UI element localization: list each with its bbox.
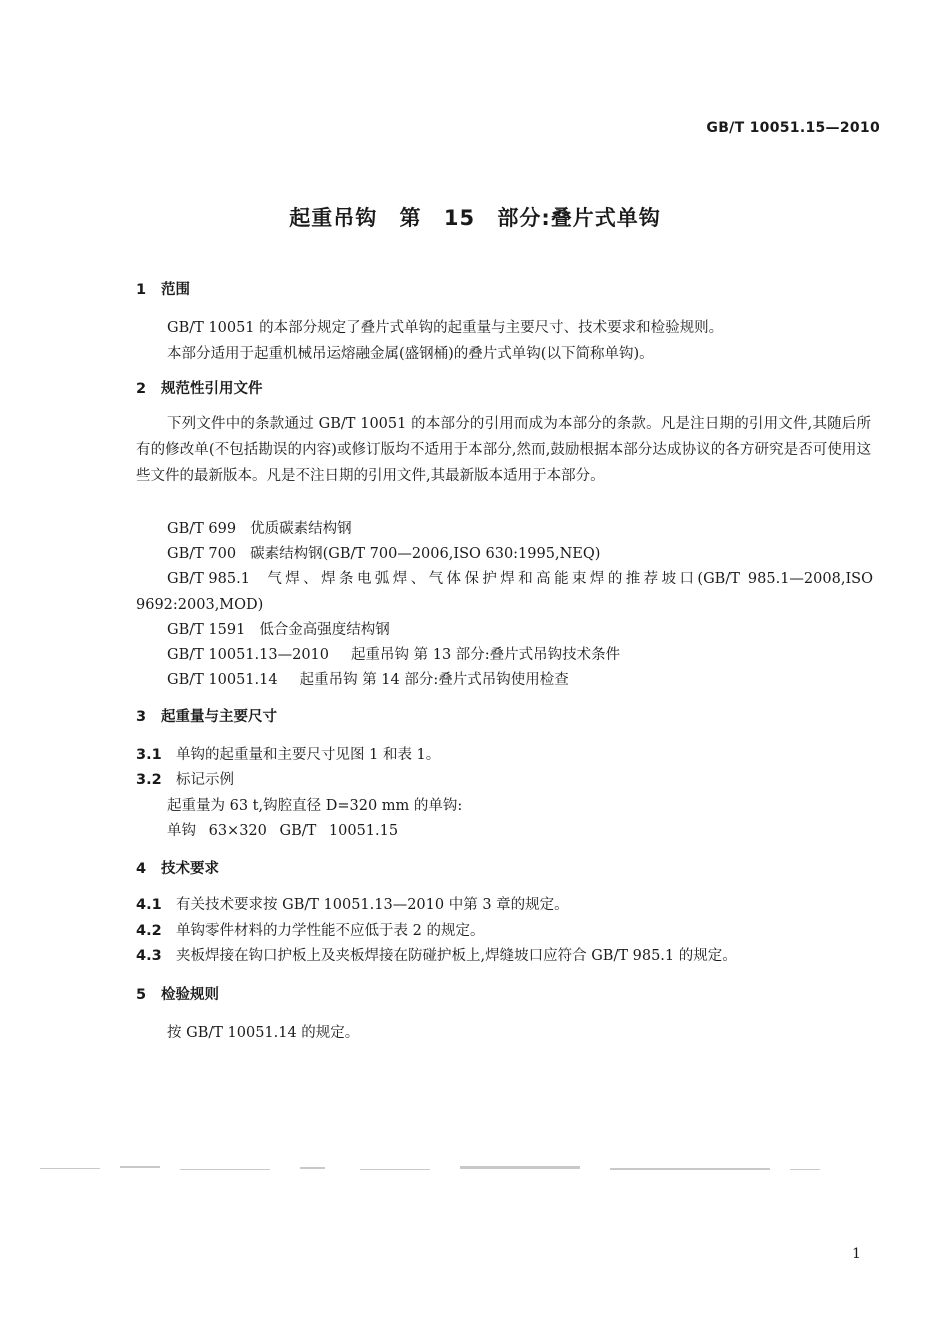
reference-item: [167, 618, 390, 642]
document-title: 起重吊钩 第 15 部分:叠片式单钩: [289, 206, 661, 230]
standard-code: GB/T 10051.15—2010: [706, 120, 880, 136]
clause-number: 4.3: [136, 948, 162, 964]
reference-code: GB/T 10051.14: [167, 672, 278, 688]
section-5-text: 按 GB/T 10051.14 的规定。: [167, 1025, 360, 1041]
clause-number: 3.1: [136, 747, 162, 763]
clause-text: 夹板焊接在钩口护板上及夹板焊接在防碰护板上,焊缝坡口应符合 GB/T 985.1 的规定。: [176, 948, 737, 964]
section-number: 4: [136, 861, 147, 877]
section-5-heading: [136, 983, 896, 1007]
marking-example: 单钩 63×320 GB/T 10051.15: [167, 823, 399, 839]
reference-item: [167, 517, 352, 541]
section-title: 检验规则: [161, 987, 219, 1003]
section-title: 起重量与主要尺寸: [161, 709, 277, 725]
reference-item: [136, 566, 873, 618]
page-number: 1: [852, 1246, 861, 1262]
reference-code: GB/T 985.1: [167, 571, 250, 587]
reference-item: [167, 668, 569, 692]
section-number: 5: [136, 987, 147, 1003]
clause-4-1: [136, 893, 569, 917]
section-3-heading: [136, 705, 896, 729]
clause-3-1: [136, 743, 440, 767]
clause-text: 单钩的起重量和主要尺寸见图 1 和表 1。: [176, 747, 441, 763]
section-2-intro: 下列文件中的条款通过 GB/T 10051 的本部分的引用而成为本部分的条款。凡是注日期的引用文件,其随后所有的修改单(不包括勘误的内容)或修订版均不适用于本部分,然而,鼓励根据本部分达成协议的各方研究是否可使用这些文件的最新版本。凡是不注日期的引用文件,其最新版本适用于本部分。: [136, 416, 871, 484]
section-title: 技术要求: [161, 861, 219, 877]
section-title: 范围: [161, 282, 190, 298]
reference-title: 起重吊钩 第 14 部分:叠片式吊钩使用检查: [299, 672, 569, 688]
clause-text: 单钩零件材料的力学性能不应低于表 2 的规定。: [176, 923, 485, 939]
reference-title: 碳素结构钢(GB/T 700—2006,ISO 630:1995,NEQ): [250, 546, 601, 562]
section-1-heading: [136, 278, 896, 302]
reference-code: GB/T 10051.13—2010: [167, 647, 329, 663]
section-4-heading: [136, 857, 896, 881]
scan-noise: [30, 1160, 830, 1178]
reference-title: 起重吊钩 第 13 部分:叠片式吊钩技术条件: [351, 647, 621, 663]
section-number: 1: [136, 282, 147, 298]
clause-number: 3.2: [136, 772, 162, 788]
section-title: 规范性引用文件: [161, 381, 263, 397]
section-number: 3: [136, 709, 147, 725]
reference-code: GB/T 1591: [167, 622, 246, 638]
marking-example-description: 起重量为 63 t,钩腔直径 D=320 mm 的单钩:: [167, 798, 463, 814]
reference-title: 低合金高强度结构钢: [259, 622, 390, 638]
section-2-heading: [136, 377, 896, 401]
reference-item: [167, 643, 620, 667]
section-number: 2: [136, 381, 147, 397]
reference-item: [167, 542, 600, 566]
clause-text: 有关技术要求按 GB/T 10051.13—2010 中第 3 章的规定。: [176, 897, 569, 913]
clause-text: 标记示例: [176, 772, 234, 788]
reference-code: GB/T 700: [167, 546, 237, 562]
clause-3-2: [136, 768, 234, 792]
clause-number: 4.2: [136, 923, 162, 939]
clause-4-3: [136, 944, 737, 968]
section-1-paragraph: GB/T 10051 的本部分规定了叠片式单钩的起重量与主要尺寸、技术要求和检验规则。: [167, 320, 724, 336]
reference-code: GB/T 699: [167, 521, 237, 537]
reference-title: 气焊、焊条电弧焊、气体保护焊和高能束焊的推荐坡口(GB/T 985.1—2008,ISO 9692:2003,MOD): [136, 571, 873, 613]
reference-title: 优质碳素结构钢: [250, 521, 352, 537]
section-1-paragraph: 本部分适用于起重机械吊运熔融金属(盛钢桶)的叠片式单钩(以下简称单钩)。: [167, 346, 654, 362]
clause-number: 4.1: [136, 897, 162, 913]
clause-4-2: [136, 919, 484, 943]
